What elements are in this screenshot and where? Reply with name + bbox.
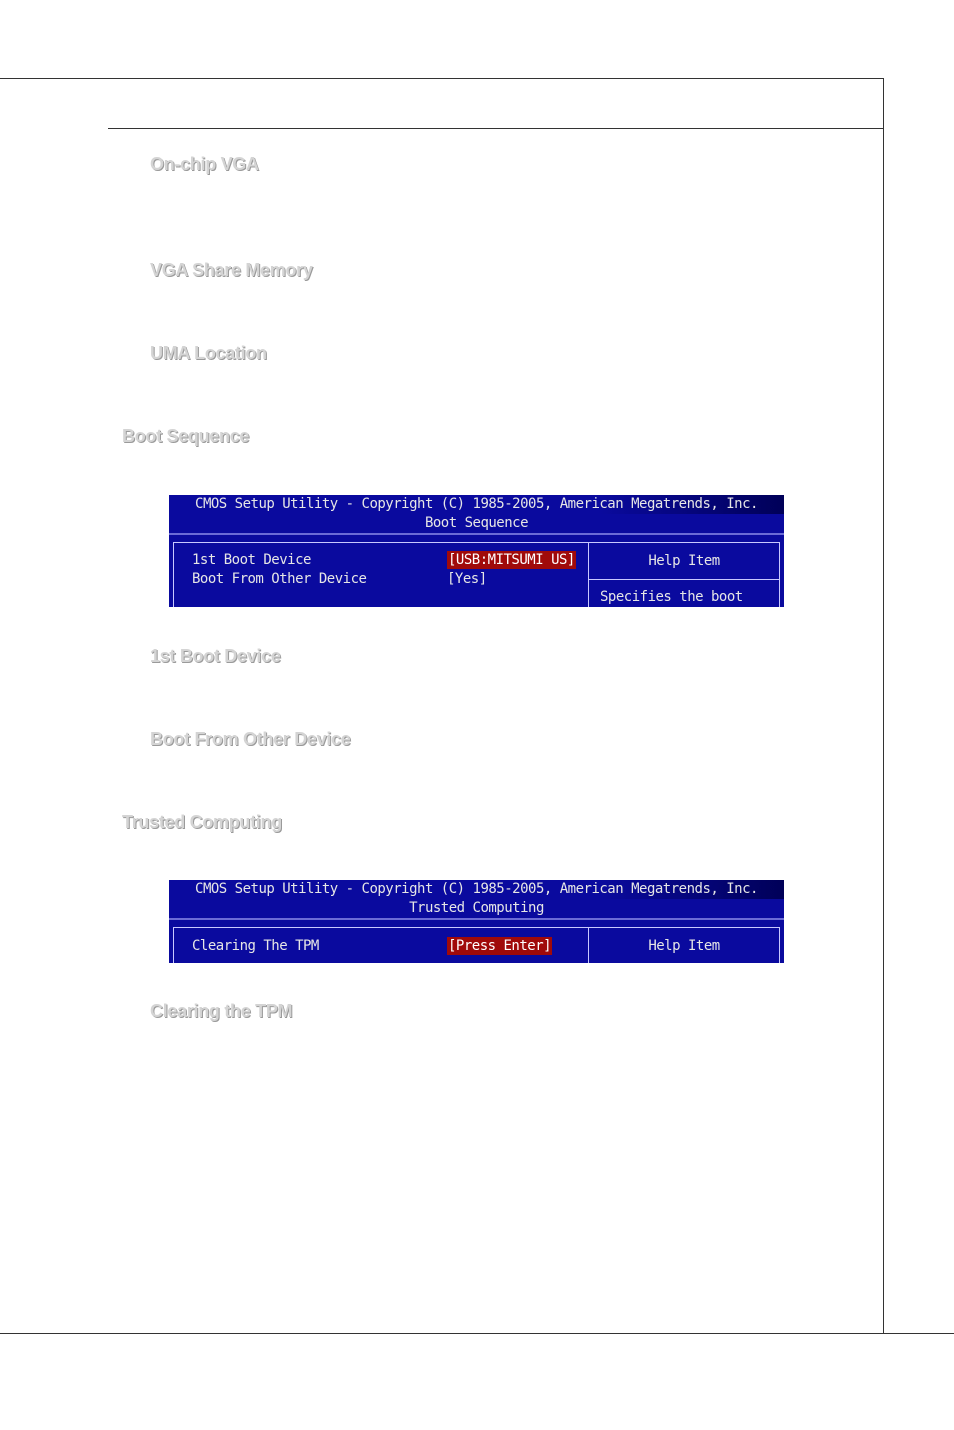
option-label-1st-boot-device[interactable]: 1st Boot Device [192, 552, 311, 568]
right-margin-rule [883, 78, 884, 1334]
heading-clearing-the-tpm: Clearing the TPM [150, 1001, 293, 1021]
bios-title-bar: CMOS Setup Utility - Copyright (C) 1985-2005, American Megatrends, Inc. [169, 880, 784, 899]
help-item-text: Specifies the boot [600, 589, 743, 605]
bios-help-panel [588, 543, 779, 607]
bios-trusted-computing-screen [169, 880, 784, 963]
option-value-boot-from-other-device[interactable]: [Yes] [447, 571, 487, 587]
bottom-rule [0, 1333, 954, 1334]
heading-vga-share-memory: VGA Share Memory [150, 260, 313, 280]
heading-1st-boot-device: 1st Boot Device [150, 646, 281, 666]
heading-boot-sequence: Boot Sequence [122, 426, 250, 446]
bios-menu-title: Boot Sequence [169, 514, 784, 535]
heading-boot-from-other-device: Boot From Other Device [150, 729, 351, 749]
bios-boot-sequence-screen [169, 495, 784, 607]
heading-trusted-computing: Trusted Computing [122, 812, 282, 832]
bios-options-panel [173, 542, 780, 607]
option-label-clearing-the-tpm[interactable]: Clearing The TPM [192, 938, 319, 954]
heading-onchip-vga: On-chip VGA [150, 154, 259, 174]
bios-menu-title: Trusted Computing [169, 899, 784, 920]
top-rule [0, 78, 884, 79]
bios-title-bar: CMOS Setup Utility - Copyright (C) 1985-2005, American Megatrends, Inc. [169, 495, 784, 514]
option-value-clearing-the-tpm[interactable]: [Press Enter] [448, 938, 552, 954]
help-item-title: Help Item [648, 938, 720, 954]
bios-options-panel [173, 927, 780, 963]
option-label-boot-from-other-device[interactable]: Boot From Other Device [192, 571, 367, 587]
option-value-1st-boot-device[interactable]: [USB:MITSUMI US] [448, 552, 575, 568]
bios-help-panel [588, 928, 779, 963]
help-item-title: Help Item [589, 543, 779, 580]
heading-uma-location: UMA Location [150, 343, 267, 363]
header-underline-rule [108, 128, 884, 129]
